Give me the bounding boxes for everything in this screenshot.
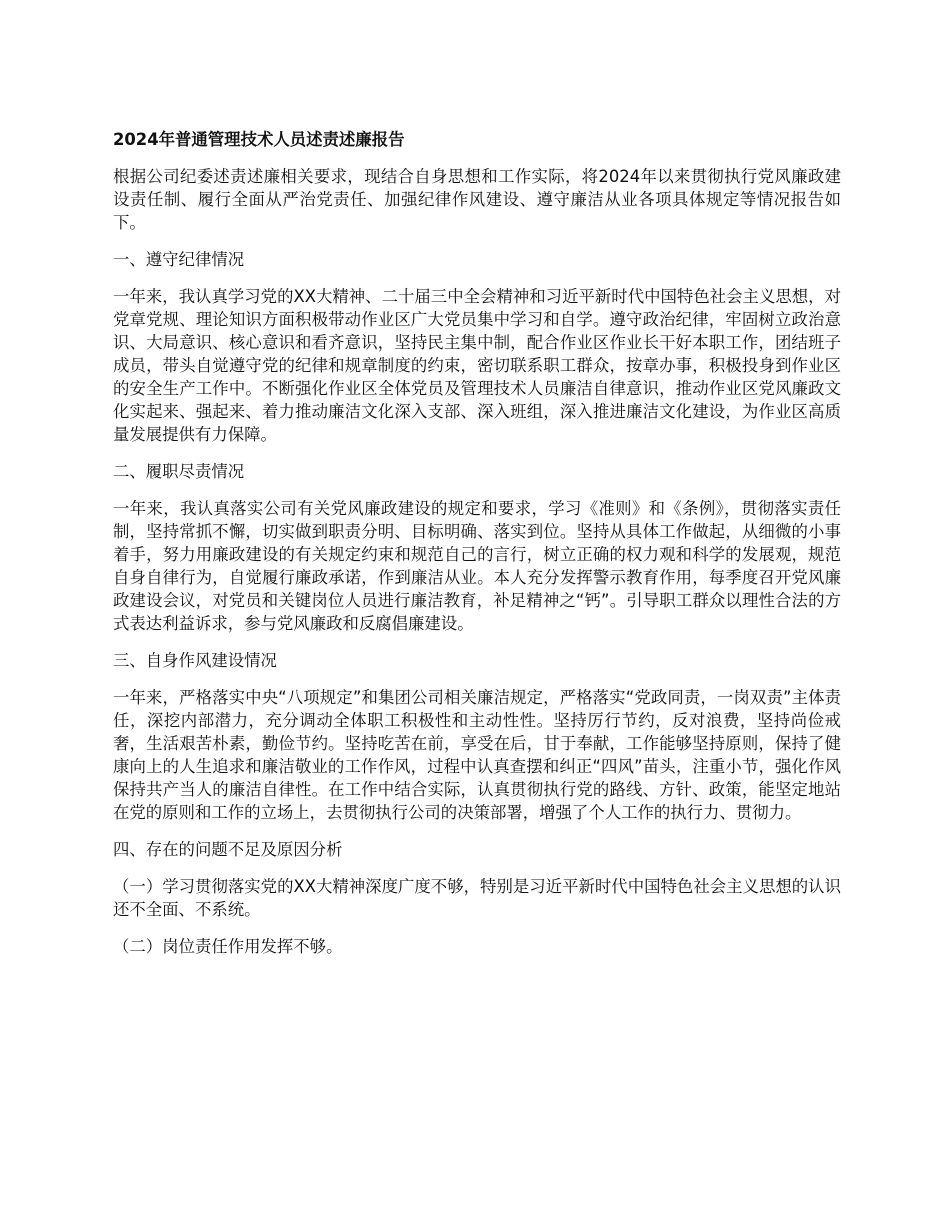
intro-paragraph: 根据公司纪委述责述廉相关要求，现结合自身思想和工作实际，将2024年以来贯彻执行党风廉政建设责任制、履行全面从严治党责任、加强纪律作风建设、遵守廉洁从业各项具体规定等情况报告如下。 xyxy=(113,167,841,232)
section-body-conduct: 一年来，严格落实中央“八项规定”和集团公司相关廉洁规定，严格落实“党政同责，一岗双责”主体责任，深挖内部潜力，充分调动全体职工积极性和主动性性。坚持厉行节约，反对浪费，坚持尚俭戒奢，生活艰苦朴素，勤俭节约。坚持吃苦在前，享受在后，甘于奉献，工作能够坚持原则，保持了健康向上的人生追求和廉洁敬业的工作作风，过程中认真查摆和纠正“四风”苗头，注重小节，强化作风保持共产当人的廉洁自律性。在工作中结合实际，认真贯彻执行党的路线、方针、政策，能坚定地站在党的原则和工作的立场上，去贯彻执行公司的决策部署，增强了个人工作的执行力、贯彻力。 xyxy=(113,688,841,822)
section-heading-problems: 四、存在的问题不足及原因分析 xyxy=(113,840,343,859)
problem-item-1: （一）学习贯彻落实党的XX大精神深度广度不够，特别是习近平新时代中国特色社会主义思想的认识还不全面、不系统。 xyxy=(113,877,841,919)
section-heading-conduct: 三、自身作风建设情况 xyxy=(113,651,277,670)
problem-item-2: （二）岗位责任作用发挥不够。 xyxy=(113,937,343,956)
section-heading-duty: 二、履职尽责情况 xyxy=(113,462,245,481)
section-body-discipline: 一年来，我认真学习党的XX大精神、二十届三中全会精神和习近平新时代中国特色社会主义思想，对党章党规、理论知识方面积极带动作业区广大党员集中学习和自学。遵守政治纪律，牢固树立政治意识、大局意识、核心意识和看齐意识，坚持民主集中制，配合作业区作业长干好本职工作，团结班子成员，带头自觉遵守党的纪律和规章制度的约束，密切联系职工群众，按章办事，积极投身到作业区的安全生产工作中。不断强化作业区全体党员及管理技术人员廉洁自律意识，推动作业区党风廉政文化实起来、强起来、着力推动廉洁文化深入支部、深入班组，深入推进廉洁文化建设，为作业区高质量发展提供有力保障。 xyxy=(113,287,841,444)
section-heading-discipline: 一、遵守纪律情况 xyxy=(113,250,245,269)
document-page xyxy=(113,118,841,972)
section-body-duty: 一年来，我认真落实公司有关党风廉政建设的规定和要求，学习《准则》和《条例》，贯彻落实责任制，坚持常抓不懈，切实做到职责分明、目标明确、落实到位。坚持从具体工作做起，从细微的小事着手，努力用廉政建设的有关规定约束和规范自己的言行，树立正确的权力观和科学的发展观，规范自身自律行为，自觉履行廉政承诺，作到廉洁从业。本人充分发挥警示教育作用，每季度召开党风廉政建设会议，对党员和关键岗位人员进行廉洁教育，补足精神之“钙”。引导职工群众以理性合法的方式表达利益诉求，参与党风廉政和反腐倡廉建设。 xyxy=(113,499,841,633)
document-title: 2024年普通管理技术人员述责述廉报告 xyxy=(113,130,405,149)
